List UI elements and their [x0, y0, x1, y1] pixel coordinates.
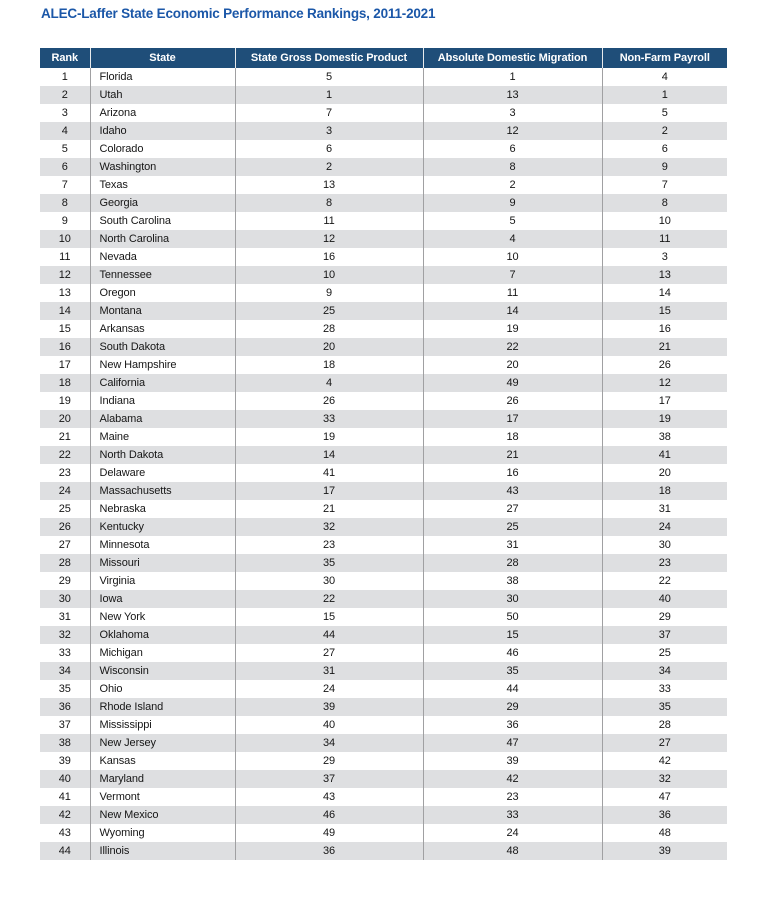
nonfarm-payroll-rank-cell: 37 — [602, 626, 727, 644]
state-gdp-rank-cell: 14 — [235, 446, 423, 464]
nonfarm-payroll-rank-cell: 19 — [602, 410, 727, 428]
column-header-state: State — [90, 48, 235, 68]
table-row — [40, 392, 727, 410]
rank-cell: 20 — [58, 413, 71, 425]
state-gdp-rank-cell: 25 — [235, 302, 423, 320]
rank-cell: 18 — [58, 377, 71, 389]
state-gdp-rank-cell: 21 — [235, 500, 423, 518]
state-cell: Florida — [90, 68, 235, 86]
state-gdp-rank-cell: 28 — [235, 320, 423, 338]
state-gdp-rank-cell: 20 — [235, 338, 423, 356]
domestic-migration-rank-cell: 8 — [423, 158, 602, 176]
rank-cell: 35 — [58, 683, 71, 695]
rank-cell: 15 — [58, 323, 71, 335]
state-gdp-rank-cell: 39 — [235, 698, 423, 716]
state-cell: Oklahoma — [90, 626, 235, 644]
rank-cell: 1 — [61, 71, 68, 83]
rank-cell: 36 — [58, 701, 71, 713]
rank-cell: 33 — [58, 647, 71, 659]
state-gdp-rank-cell: 7 — [235, 104, 423, 122]
rank-cell: 3 — [61, 107, 68, 119]
domestic-migration-rank-cell: 47 — [423, 734, 602, 752]
table-row — [40, 518, 727, 536]
state-gdp-rank-cell: 44 — [235, 626, 423, 644]
column-header-state-gdp: State Gross Domestic Product — [235, 48, 423, 68]
state-gdp-rank-cell: 34 — [235, 734, 423, 752]
domestic-migration-rank-cell: 39 — [423, 752, 602, 770]
state-cell: Kansas — [90, 752, 235, 770]
table-row — [40, 428, 727, 446]
column-header-domestic-migration: Absolute Domestic Migration — [423, 48, 602, 68]
nonfarm-payroll-rank-cell: 18 — [602, 482, 727, 500]
domestic-migration-rank-cell: 5 — [423, 212, 602, 230]
state-cell: California — [90, 374, 235, 392]
state-gdp-rank-cell: 33 — [235, 410, 423, 428]
rank-cell: 12 — [58, 269, 71, 281]
state-gdp-rank-cell: 10 — [235, 266, 423, 284]
state-cell: New Mexico — [90, 806, 235, 824]
domestic-migration-rank-cell: 43 — [423, 482, 602, 500]
rank-cell: 16 — [58, 341, 71, 353]
state-gdp-rank-cell: 23 — [235, 536, 423, 554]
nonfarm-payroll-rank-cell: 10 — [602, 212, 727, 230]
table-row — [40, 554, 727, 572]
nonfarm-payroll-rank-cell: 9 — [602, 158, 727, 176]
state-gdp-rank-cell: 46 — [235, 806, 423, 824]
state-gdp-rank-cell: 8 — [235, 194, 423, 212]
domestic-migration-rank-cell: 13 — [423, 86, 602, 104]
state-gdp-rank-cell: 4 — [235, 374, 423, 392]
state-gdp-rank-cell: 2 — [235, 158, 423, 176]
rank-cell: 5 — [61, 143, 68, 155]
domestic-migration-rank-cell: 33 — [423, 806, 602, 824]
table-row — [40, 842, 727, 860]
state-gdp-rank-cell: 11 — [235, 212, 423, 230]
table-row — [40, 158, 727, 176]
state-cell: Maryland — [90, 770, 235, 788]
domestic-migration-rank-cell: 35 — [423, 662, 602, 680]
state-cell: Rhode Island — [90, 698, 235, 716]
rank-cell: 29 — [58, 575, 71, 587]
state-cell: South Dakota — [90, 338, 235, 356]
domestic-migration-rank-cell: 50 — [423, 608, 602, 626]
table-row — [40, 716, 727, 734]
nonfarm-payroll-rank-cell: 24 — [602, 518, 727, 536]
rank-cell: 21 — [58, 431, 71, 443]
state-cell: Massachusetts — [90, 482, 235, 500]
rankings-table — [40, 48, 727, 860]
domestic-migration-rank-cell: 11 — [423, 284, 602, 302]
state-gdp-rank-cell: 3 — [235, 122, 423, 140]
table-row — [40, 356, 727, 374]
domestic-migration-rank-cell: 3 — [423, 104, 602, 122]
nonfarm-payroll-rank-cell: 20 — [602, 464, 727, 482]
domestic-migration-rank-cell: 46 — [423, 644, 602, 662]
state-cell: Colorado — [90, 140, 235, 158]
state-gdp-rank-cell: 27 — [235, 644, 423, 662]
rank-cell: 9 — [61, 215, 68, 227]
domestic-migration-rank-cell: 26 — [423, 392, 602, 410]
table-row — [40, 824, 727, 842]
domestic-migration-rank-cell: 25 — [423, 518, 602, 536]
state-gdp-rank-cell: 6 — [235, 140, 423, 158]
table-row — [40, 338, 727, 356]
state-gdp-rank-cell: 30 — [235, 572, 423, 590]
nonfarm-payroll-rank-cell: 39 — [602, 842, 727, 860]
domestic-migration-rank-cell: 16 — [423, 464, 602, 482]
nonfarm-payroll-rank-cell: 15 — [602, 302, 727, 320]
domestic-migration-rank-cell: 42 — [423, 770, 602, 788]
nonfarm-payroll-rank-cell: 38 — [602, 428, 727, 446]
state-gdp-rank-cell: 24 — [235, 680, 423, 698]
state-cell: North Carolina — [90, 230, 235, 248]
state-cell: North Dakota — [90, 446, 235, 464]
nonfarm-payroll-rank-cell: 34 — [602, 662, 727, 680]
domestic-migration-rank-cell: 49 — [423, 374, 602, 392]
table-row — [40, 590, 727, 608]
table-row — [40, 770, 727, 788]
state-cell: Arizona — [90, 104, 235, 122]
nonfarm-payroll-rank-cell: 14 — [602, 284, 727, 302]
table-body — [40, 68, 727, 860]
state-gdp-rank-cell: 5 — [235, 68, 423, 86]
table-row — [40, 680, 727, 698]
column-header-rank: Rank — [40, 48, 90, 68]
state-cell: Virginia — [90, 572, 235, 590]
state-cell: Montana — [90, 302, 235, 320]
state-cell: Utah — [90, 86, 235, 104]
nonfarm-payroll-rank-cell: 29 — [602, 608, 727, 626]
rank-cell: 41 — [58, 791, 71, 803]
domestic-migration-rank-cell: 24 — [423, 824, 602, 842]
table-row — [40, 212, 727, 230]
state-gdp-rank-cell: 13 — [235, 176, 423, 194]
domestic-migration-rank-cell: 10 — [423, 248, 602, 266]
state-gdp-rank-cell: 18 — [235, 356, 423, 374]
rank-cell: 42 — [58, 809, 71, 821]
nonfarm-payroll-rank-cell: 4 — [602, 68, 727, 86]
domestic-migration-rank-cell: 1 — [423, 68, 602, 86]
nonfarm-payroll-rank-cell: 23 — [602, 554, 727, 572]
state-gdp-rank-cell: 36 — [235, 842, 423, 860]
state-gdp-rank-cell: 35 — [235, 554, 423, 572]
table-row — [40, 734, 727, 752]
table-row — [40, 248, 727, 266]
state-cell: Arkansas — [90, 320, 235, 338]
rank-cell: 44 — [58, 845, 71, 857]
rank-cell: 17 — [58, 359, 71, 371]
state-cell: Missouri — [90, 554, 235, 572]
table-row — [40, 806, 727, 824]
table-row — [40, 374, 727, 392]
nonfarm-payroll-rank-cell: 35 — [602, 698, 727, 716]
domestic-migration-rank-cell: 21 — [423, 446, 602, 464]
state-gdp-rank-cell: 37 — [235, 770, 423, 788]
state-cell: Oregon — [90, 284, 235, 302]
nonfarm-payroll-rank-cell: 42 — [602, 752, 727, 770]
state-gdp-rank-cell: 43 — [235, 788, 423, 806]
state-gdp-rank-cell: 15 — [235, 608, 423, 626]
rank-cell: 13 — [58, 287, 71, 299]
nonfarm-payroll-rank-cell: 17 — [602, 392, 727, 410]
state-cell: Wisconsin — [90, 662, 235, 680]
state-gdp-rank-cell: 22 — [235, 590, 423, 608]
state-gdp-rank-cell: 19 — [235, 428, 423, 446]
state-cell: Minnesota — [90, 536, 235, 554]
column-header-nonfarm-payroll: Non-Farm Payroll — [602, 48, 727, 68]
domestic-migration-rank-cell: 36 — [423, 716, 602, 734]
state-gdp-rank-cell: 29 — [235, 752, 423, 770]
domestic-migration-rank-cell: 20 — [423, 356, 602, 374]
domestic-migration-rank-cell: 2 — [423, 176, 602, 194]
domestic-migration-rank-cell: 23 — [423, 788, 602, 806]
nonfarm-payroll-rank-cell: 22 — [602, 572, 727, 590]
state-cell: Alabama — [90, 410, 235, 428]
table-row — [40, 230, 727, 248]
rank-cell: 26 — [58, 521, 71, 533]
state-cell: Kentucky — [90, 518, 235, 536]
state-gdp-rank-cell: 17 — [235, 482, 423, 500]
rank-cell: 10 — [58, 233, 71, 245]
table-row — [40, 608, 727, 626]
nonfarm-payroll-rank-cell: 48 — [602, 824, 727, 842]
table-row — [40, 626, 727, 644]
state-cell: Georgia — [90, 194, 235, 212]
domestic-migration-rank-cell: 6 — [423, 140, 602, 158]
rank-cell: 43 — [58, 827, 71, 839]
state-cell: Nebraska — [90, 500, 235, 518]
state-cell: South Carolina — [90, 212, 235, 230]
nonfarm-payroll-rank-cell: 7 — [602, 176, 727, 194]
table-row — [40, 482, 727, 500]
table-row — [40, 752, 727, 770]
rank-cell: 34 — [58, 665, 71, 677]
rank-cell: 39 — [58, 755, 71, 767]
nonfarm-payroll-rank-cell: 27 — [602, 734, 727, 752]
table-row — [40, 662, 727, 680]
nonfarm-payroll-rank-cell: 31 — [602, 500, 727, 518]
rank-cell: 8 — [61, 197, 68, 209]
table-row — [40, 464, 727, 482]
rank-cell: 22 — [58, 449, 71, 461]
rank-cell: 11 — [59, 251, 71, 263]
state-cell: Ohio — [90, 680, 235, 698]
nonfarm-payroll-rank-cell: 2 — [602, 122, 727, 140]
state-cell: Idaho — [90, 122, 235, 140]
table-row — [40, 140, 727, 158]
rank-cell: 14 — [58, 305, 71, 317]
nonfarm-payroll-rank-cell: 5 — [602, 104, 727, 122]
state-cell: Tennessee — [90, 266, 235, 284]
state-gdp-rank-cell: 9 — [235, 284, 423, 302]
domestic-migration-rank-cell: 31 — [423, 536, 602, 554]
rank-cell: 40 — [58, 773, 71, 785]
table-row — [40, 500, 727, 518]
table-row — [40, 194, 727, 212]
nonfarm-payroll-rank-cell: 40 — [602, 590, 727, 608]
state-gdp-rank-cell: 16 — [235, 248, 423, 266]
domestic-migration-rank-cell: 30 — [423, 590, 602, 608]
state-cell: Michigan — [90, 644, 235, 662]
rank-cell: 28 — [58, 557, 71, 569]
domestic-migration-rank-cell: 15 — [423, 626, 602, 644]
nonfarm-payroll-rank-cell: 36 — [602, 806, 727, 824]
nonfarm-payroll-rank-cell: 12 — [602, 374, 727, 392]
domestic-migration-rank-cell: 28 — [423, 554, 602, 572]
table-row — [40, 86, 727, 104]
table-row — [40, 122, 727, 140]
state-cell: New Hampshire — [90, 356, 235, 374]
domestic-migration-rank-cell: 48 — [423, 842, 602, 860]
nonfarm-payroll-rank-cell: 41 — [602, 446, 727, 464]
state-cell: Mississippi — [90, 716, 235, 734]
domestic-migration-rank-cell: 27 — [423, 500, 602, 518]
rank-cell: 27 — [58, 539, 71, 551]
table-header-row — [40, 48, 727, 68]
table-row — [40, 644, 727, 662]
nonfarm-payroll-rank-cell: 28 — [602, 716, 727, 734]
nonfarm-payroll-rank-cell: 8 — [602, 194, 727, 212]
state-cell: Maine — [90, 428, 235, 446]
rank-cell: 7 — [61, 179, 68, 191]
state-cell: Illinois — [90, 842, 235, 860]
rank-cell: 23 — [58, 467, 71, 479]
rank-cell: 4 — [61, 125, 68, 137]
table-row — [40, 320, 727, 338]
rank-cell: 31 — [58, 611, 71, 623]
table-header — [40, 48, 727, 68]
nonfarm-payroll-rank-cell: 21 — [602, 338, 727, 356]
domestic-migration-rank-cell: 29 — [423, 698, 602, 716]
rank-cell: 24 — [58, 485, 71, 497]
state-gdp-rank-cell: 26 — [235, 392, 423, 410]
state-gdp-rank-cell: 41 — [235, 464, 423, 482]
nonfarm-payroll-rank-cell: 33 — [602, 680, 727, 698]
table-row — [40, 698, 727, 716]
domestic-migration-rank-cell: 38 — [423, 572, 602, 590]
table-row — [40, 302, 727, 320]
state-cell: Nevada — [90, 248, 235, 266]
state-cell: Indiana — [90, 392, 235, 410]
state-cell: Washington — [90, 158, 235, 176]
state-cell: Wyoming — [90, 824, 235, 842]
table-row — [40, 788, 727, 806]
table-row — [40, 68, 727, 86]
rank-cell: 38 — [58, 737, 71, 749]
state-gdp-rank-cell: 32 — [235, 518, 423, 536]
table-row — [40, 284, 727, 302]
domestic-migration-rank-cell: 9 — [423, 194, 602, 212]
rank-cell: 32 — [58, 629, 71, 641]
page-title: ALEC-Laffer State Economic Performance Rankings, 2011-2021 — [41, 6, 436, 21]
table-row — [40, 446, 727, 464]
rank-cell: 19 — [58, 395, 71, 407]
state-cell: New York — [90, 608, 235, 626]
rank-cell: 2 — [61, 89, 68, 101]
domestic-migration-rank-cell: 18 — [423, 428, 602, 446]
rank-cell: 25 — [58, 503, 71, 515]
nonfarm-payroll-rank-cell: 3 — [602, 248, 727, 266]
nonfarm-payroll-rank-cell: 32 — [602, 770, 727, 788]
domestic-migration-rank-cell: 19 — [423, 320, 602, 338]
domestic-migration-rank-cell: 14 — [423, 302, 602, 320]
rank-cell: 6 — [61, 161, 68, 173]
state-cell: New Jersey — [90, 734, 235, 752]
state-cell: Delaware — [90, 464, 235, 482]
state-cell: Texas — [90, 176, 235, 194]
state-cell: Vermont — [90, 788, 235, 806]
state-gdp-rank-cell: 49 — [235, 824, 423, 842]
nonfarm-payroll-rank-cell: 26 — [602, 356, 727, 374]
nonfarm-payroll-rank-cell: 47 — [602, 788, 727, 806]
table-row — [40, 266, 727, 284]
table-row — [40, 176, 727, 194]
domestic-migration-rank-cell: 4 — [423, 230, 602, 248]
nonfarm-payroll-rank-cell: 13 — [602, 266, 727, 284]
nonfarm-payroll-rank-cell: 11 — [602, 230, 727, 248]
table-row — [40, 572, 727, 590]
table-row — [40, 536, 727, 554]
table-row — [40, 410, 727, 428]
domestic-migration-rank-cell: 44 — [423, 680, 602, 698]
nonfarm-payroll-rank-cell: 25 — [602, 644, 727, 662]
rank-cell: 30 — [58, 593, 71, 605]
domestic-migration-rank-cell: 22 — [423, 338, 602, 356]
domestic-migration-rank-cell: 17 — [423, 410, 602, 428]
nonfarm-payroll-rank-cell: 6 — [602, 140, 727, 158]
state-gdp-rank-cell: 40 — [235, 716, 423, 734]
domestic-migration-rank-cell: 7 — [423, 266, 602, 284]
nonfarm-payroll-rank-cell: 30 — [602, 536, 727, 554]
table-row — [40, 104, 727, 122]
state-gdp-rank-cell: 31 — [235, 662, 423, 680]
state-cell: Iowa — [90, 590, 235, 608]
domestic-migration-rank-cell: 12 — [423, 122, 602, 140]
nonfarm-payroll-rank-cell: 1 — [602, 86, 727, 104]
nonfarm-payroll-rank-cell: 16 — [602, 320, 727, 338]
rank-cell: 37 — [58, 719, 71, 731]
state-gdp-rank-cell: 12 — [235, 230, 423, 248]
state-gdp-rank-cell: 1 — [235, 86, 423, 104]
